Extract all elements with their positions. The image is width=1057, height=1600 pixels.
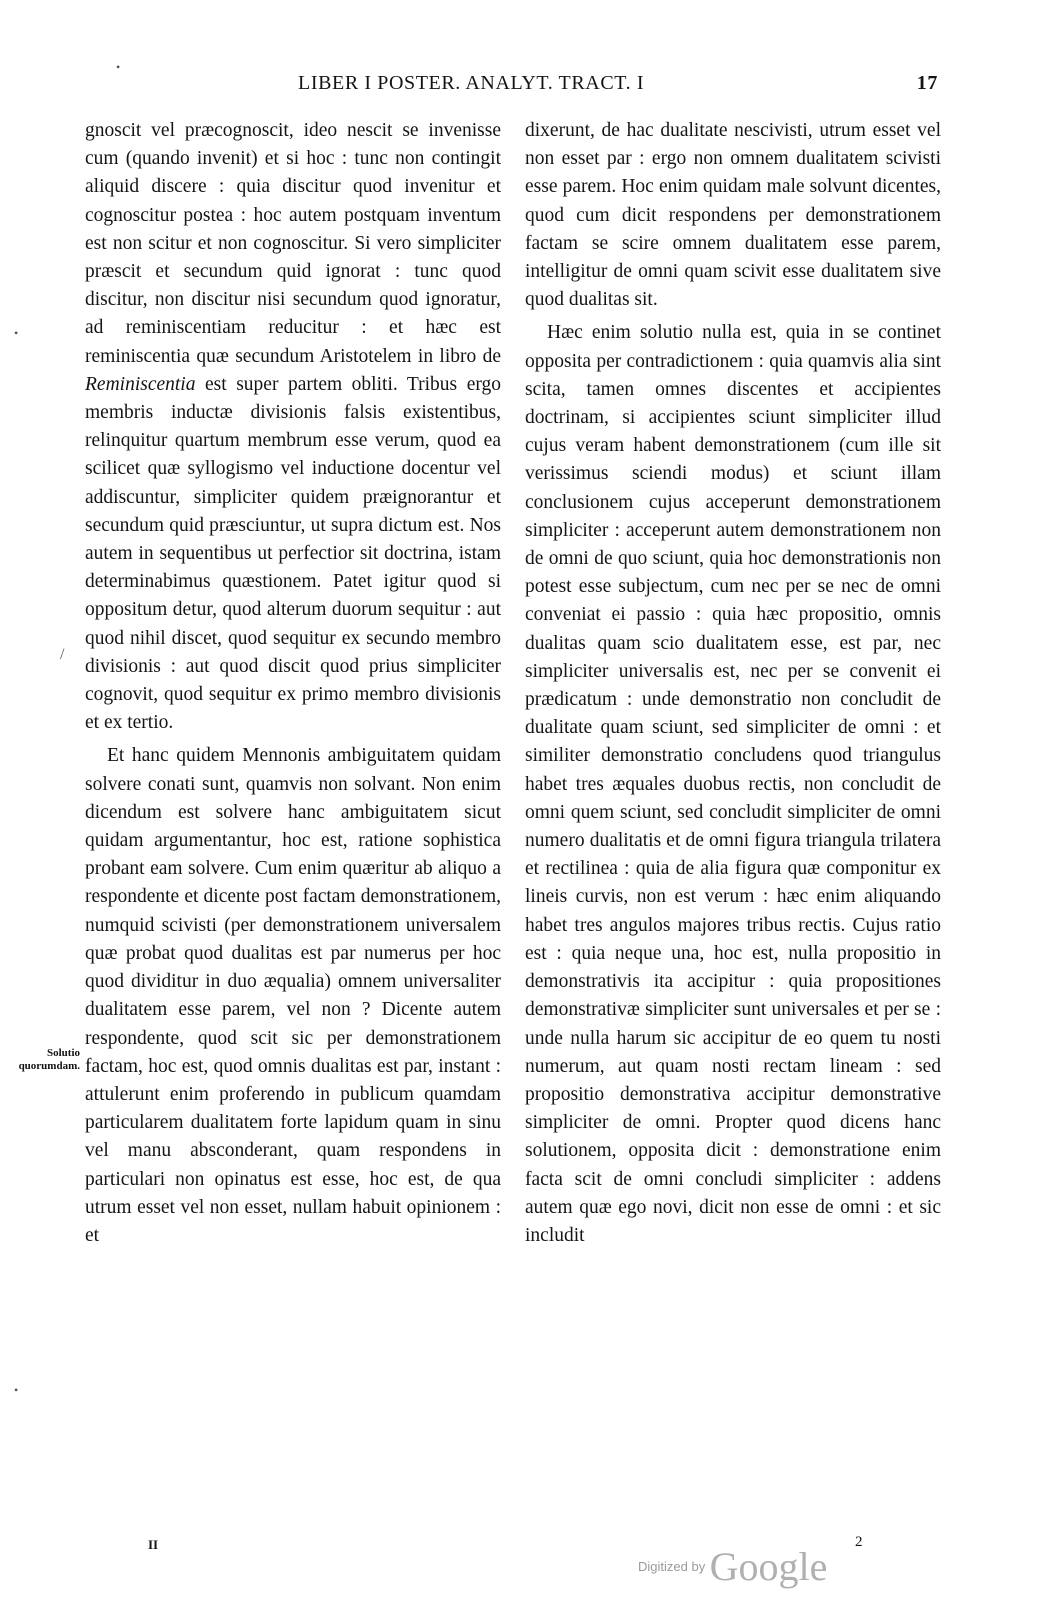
left-paragraph-1-text: gnoscit vel præcognoscit, ideo nescit se invenisse cum (quando invenit) et si hoc : tunc non contingit aliquid discere : quia discitur quod invenitur et cognoscitur postea : hoc autem postquam inventum est non scitur et non cognoscitur. Si vero simpliciter præscit et secundum quid ignorat : tunc quod discitur, non discitur nisi secundum quod ignoratur, ad reminiscentiam reducitur : et hæc est reminiscentia quæ secundum Aristotelem in libro de <box>85 120 501 367</box>
running-header <box>298 72 938 102</box>
signature-mark: II <box>148 1537 159 1552</box>
page-number: 17 <box>916 72 938 94</box>
left-paragraph-2: Et hanc quidem Mennonis ambiguitatem quidam solvere conati sunt, quamvis non solvant. Non enim dicendum est solvere hanc ambiguitatem sicut quidam argumentantur, hoc est, ratione sophistica probant eam solvere. Cum enim quæritur ab aliquo a respondente et dicente post factam demonstrationem, numquid scivisti (per demonstrationem universalem quæ probat quod dualitas est par numerus per hoc quod dividitur in duo æqualia) omnem universaliter dualitatem esse parem, vel non ? Dicente autem respondente, quod scit sic per demonstrationem factam, hoc est, quod omnis dualitas est par, instant : attulerunt enim proferendo in publicum quamdam particularem dualitatem forte lapidum quam in sinu vel manu absconderant, quam respondens in particulari non opinatus est esse, hoc est, de qua utrum esset vel non esset, nullam habuit opinionem : et <box>85 745 501 1246</box>
left-column <box>85 117 501 1250</box>
stray-dot: • <box>116 60 121 74</box>
right-paragraph-2: Hæc enim solutio nulla est, quia in se continet opposita per contradictionem : quia quamvis alia sint scita, tamen omnes discentes et accipientes doctrinam, si accipientes sciunt simpliciter illud cujus veram habent demonstrationem (cum ille sit verissimus sciendi modus) et sciunt illam conclusionem cujus acceperunt demonstrationem simpliciter : acceperunt autem demonstrationem non de omni de quo sciunt, quia hoc demonstrationis non potest esse subjectum, cum nec per se nec de omni conveniat ei passio : quia hæc propositio, omnis dualitas quam scio dualitatem esse, est par, nec simpliciter universalis est, nec per se convenit ei prædicatum : unde demonstratio non concludit de dualitate quam sciunt, sed simpliciter de omni : et similiter demonstratio concludens quod triangulus habet tres æquales duobus rectis, non concludit de omni quem sciunt, sed concludit simpliciter de omni numero dualitatis et de omni figura triangula trilatera et rectilinea : quia de alia figura quæ componitur ex lineis curvis, non est verum : hæc enim aliquando habet tres angulos majores tribus rectis. Cujus ratio est : quia neque una, hoc est, nulla propositio in demonstrativis ita accipitur : quia propositiones demonstrativæ simpliciter sunt universales et per se : unde nulla harum sic accipitur de eo quem tu nosti numerum, aut quam nosti rectam lineam : sed propositio demonstrativa accipitur demonstrative simpliciter de omni. Propter quod dicens hanc solutionem, opposita dicit : demonstratione enim facta scit de omni concludi simpliciter : addens autem quæ ego novi, dicit non esse de omni : et sic includit <box>525 322 941 1246</box>
running-title: LIBER I POSTER. ANALYT. TRACT. I <box>298 72 645 94</box>
right-paragraph-1: dixerunt, de hac dualitate nescivisti, utrum esset vel non esset par : ergo non omnem dualitatem scivisti esse parem. Hoc enim quidam male solvunt dicentes, quod cum dicit respondens per demonstrationem factam se scire omnem dualitatem esse parem, intelligitur de omni quam scivit esse dualitatem sive quod dualitas sit. <box>525 120 941 311</box>
left-paragraph-1-rest: est super partem obliti. Tribus ergo membris inductæ divisionis falsis existentibus, relinquitur quartum membrum esse verum, quod ea scilicet quæ syllogismo vel inductione docentur vel addiscuntur, simpliciter quidem præignorantur et secundum quid præsciuntur, ut supra dictum est. Nos autem in sequentibus ut perfectior sit doctrina, istam determinabimus quæstionem. Patet igitur quod si oppositum detur, quod alterum duorum sequitur : aut quod nihil discet, quod sequitur ex secundo membro divisionis : aut quod discit quod prius simpliciter cognovit, quod sequitur ex primo membro divisionis et ex tertio. <box>85 373 501 734</box>
google-logo: Google <box>709 1544 828 1589</box>
stray-slash: / <box>60 646 65 663</box>
book-title-reminiscentia: Reminiscentia <box>85 373 196 395</box>
signature-number: 2 <box>855 1534 863 1550</box>
digitized-watermark <box>638 1543 827 1590</box>
left-paragraph-1 <box>85 117 501 737</box>
right-column <box>525 117 941 1250</box>
margin-note: Solutio quorumdam. <box>18 1047 80 1072</box>
watermark-prefix: Digitized by <box>638 1559 706 1574</box>
stray-dot: • <box>14 326 19 340</box>
stray-dot: • <box>14 1383 19 1397</box>
